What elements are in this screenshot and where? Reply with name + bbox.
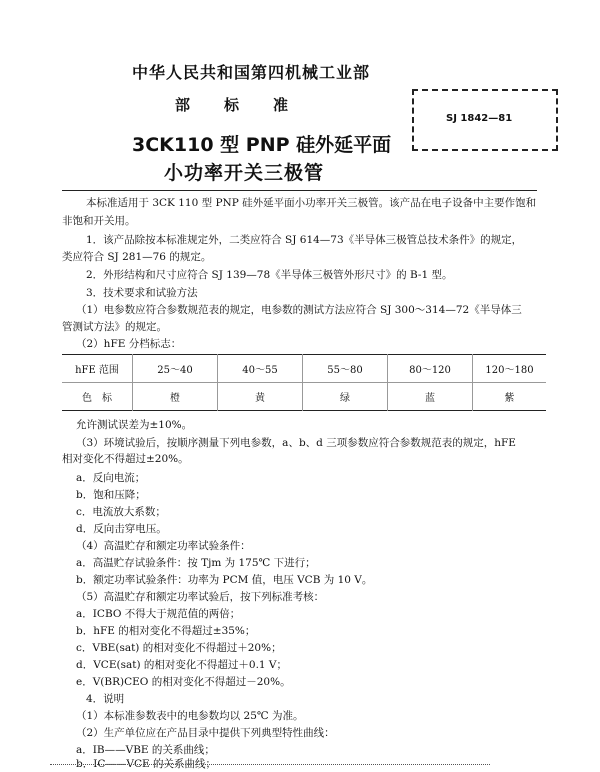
clause-3-3-b: b．饱和压降； — [76, 489, 146, 501]
clause-3-3: （3）环境试验后，按顺序测量下列电参数，a、b、d 三项参数应符合参数规范表的规定，hFE — [76, 437, 516, 449]
document-title-line2: 小功率开关三极管 — [164, 162, 325, 184]
clause-4-2-b: b．IC——VCE 的关系曲线； — [76, 758, 217, 770]
header-rule — [62, 190, 537, 191]
hfe-range-cell: 120～180 — [473, 355, 547, 383]
clause-4: 4．说明 — [86, 693, 125, 705]
clause-3-1: （1）电参数应符合参数规范表的规定，电参数的测试方法应符合 SJ 300～314—72《半导体三 — [76, 304, 522, 316]
color-code-cell: 紫 — [473, 383, 547, 411]
clause-3-3-a: a．反向电流； — [76, 472, 146, 484]
intro-paragraph: 本标准适用于 3CK 110 型 PNP 硅外延平面小功率开关三极管。该产品在电子设备中主要作饱和 — [86, 197, 537, 209]
clause-3-5-d: d．VCE(sat) 的相对变化不得超过＋0.1 V； — [76, 659, 288, 671]
clause-4-2-a: a．IB——VBE 的关系曲线； — [76, 744, 215, 756]
clause-1-cont: 类应符合 SJ 281—76 的规定。 — [62, 251, 212, 263]
color-code-cell: 绿 — [303, 383, 388, 411]
clause-1: 1．该产品除按本标准规定外，二类应符合 SJ 614—73《半导体三极管总技术条件》的规定， — [86, 234, 523, 246]
clause-3-3-d: d．反向击穿电压。 — [76, 523, 167, 535]
clause-3-4: （4）高温贮存和额定功率试验条件： — [76, 540, 251, 552]
standard-type: 部标准 — [175, 96, 323, 114]
clause-3-4-b: b．额定功率试验条件：功率为 PCM 值，电压 VCB 为 10 V。 — [76, 574, 373, 586]
document-title-line1: 3CK110 型 PNP 硅外延平面 — [132, 134, 392, 156]
hfe-range-cell: 25～40 — [133, 355, 218, 383]
hfe-range-label: hFE 范围 — [62, 355, 133, 383]
clause-3-2: （2）hFE 分档标志： — [76, 338, 182, 350]
tolerance-note: 允许测试误差为±10%。 — [76, 419, 193, 431]
color-code-label: 色 标 — [82, 393, 112, 404]
hfe-range-cell: 40～55 — [218, 355, 303, 383]
clause-3: 3．技术要求和试验方法 — [86, 287, 198, 299]
clause-3-5-c: c．VBE(sat) 的相对变化不得超过＋20%； — [76, 642, 282, 654]
color-code-row — [62, 383, 546, 411]
hfe-range-cell: 55～80 — [303, 355, 388, 383]
clause-4-1: （1）本标准参数表中的电参数均以 25℃ 为准。 — [76, 710, 304, 722]
intro-paragraph-cont: 非饱和开关用。 — [62, 215, 136, 227]
footer-rule — [50, 764, 490, 765]
clause-3-5-a: a．ICBO 不得大于规范值的两倍； — [76, 608, 241, 620]
hfe-range-row — [62, 355, 546, 383]
clause-3-1-cont: 管测试方法》的规定。 — [62, 321, 167, 333]
clause-3-5-e: e．V(BR)CEO 的相对变化不得超过－20%。 — [76, 676, 291, 688]
clause-3-3-c: c．电流放大系数； — [76, 506, 166, 518]
color-code-cell: 蓝 — [388, 383, 473, 411]
hfe-color-table — [62, 354, 546, 411]
clause-3-5: （5）高温贮存和额定功率试验后，按下列标准考核： — [76, 591, 325, 603]
clause-2: 2．外形结构和尺寸应符合 SJ 139—78《半导体三极管外形尺寸》的 B-1 型。 — [86, 269, 453, 281]
color-code-cell: 黄 — [218, 383, 303, 411]
clause-4-2: （2）生产单位应在产品目录中提供下列典型特性曲线： — [76, 727, 335, 739]
hfe-range-cell: 80～120 — [388, 355, 473, 383]
clause-3-4-a: a．高温贮存试验条件：按 Tjm 为 175℃ 下进行； — [76, 557, 316, 569]
clause-3-3-cont: 相对变化不得超过±20%。 — [62, 453, 189, 465]
color-code-cell: 橙 — [133, 383, 218, 411]
standard-code: SJ 1842—81 — [446, 113, 513, 124]
standard-code-box — [412, 89, 558, 151]
ministry-name: 中华人民共和国第四机械工业部 — [132, 63, 371, 82]
clause-3-5-b: b．hFE 的相对变化不得超过±35%； — [76, 625, 256, 637]
